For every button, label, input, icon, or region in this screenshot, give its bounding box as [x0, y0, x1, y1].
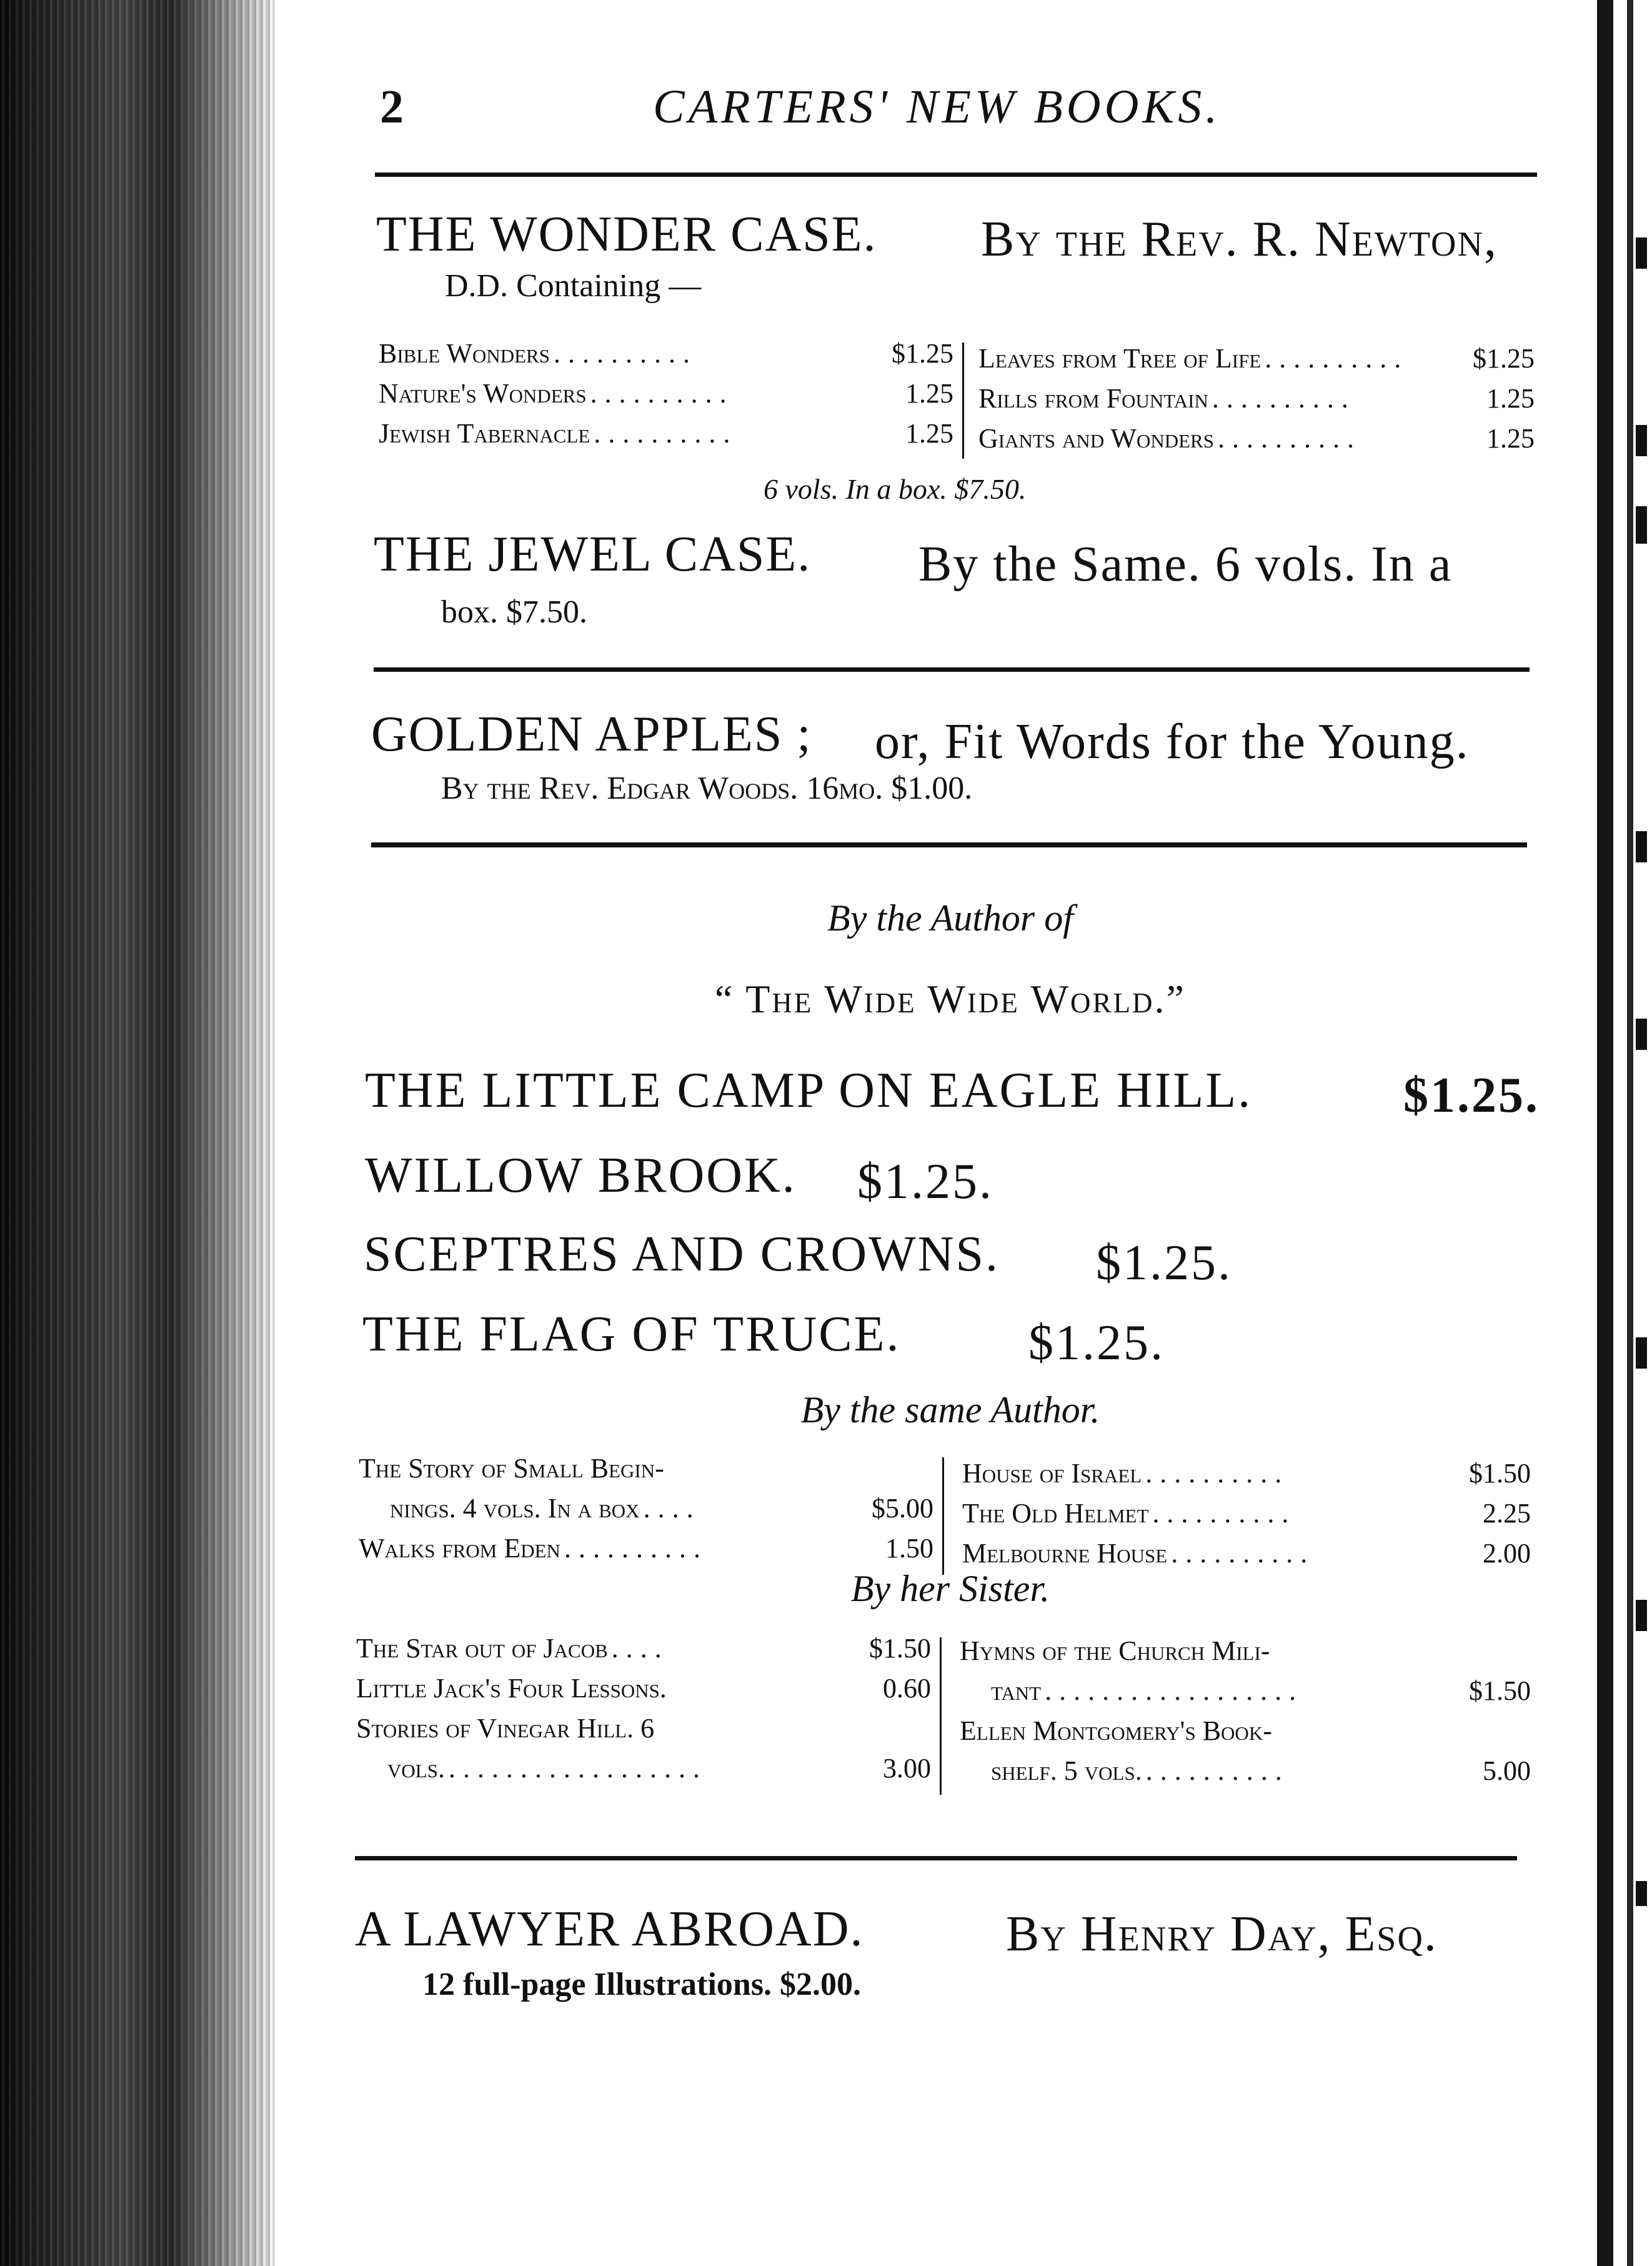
list-item: Giants and Wonders .......... 1.25	[978, 423, 1535, 454]
wonder-case-left-list	[379, 334, 953, 454]
running-head: CARTERS' NEW BOOKS.	[653, 81, 1222, 133]
wonder-case-containing: D.D. Containing —	[445, 268, 702, 304]
same-author-heading: By the same Author.	[800, 1389, 1100, 1430]
book-title: THE FLAG OF TRUCE.	[362, 1307, 901, 1362]
wonder-case-summary: 6 vols. In a box. $7.50.	[764, 473, 1027, 505]
sister-left-list	[356, 1629, 931, 1789]
by-author-heading: By the Author of	[827, 897, 1073, 939]
book-title: THE LITTLE CAMP ON EAGLE HILL.	[365, 1063, 1253, 1118]
list-item: Melbourne House .......... 2.00	[962, 1538, 1531, 1569]
same-author-left-list	[359, 1449, 933, 1569]
wonder-case-byline: By the Rev. R. Newton,	[981, 212, 1498, 267]
list-item: Hymns of the Church Mili-	[960, 1635, 1270, 1666]
wonder-case-right-list	[978, 339, 1535, 459]
wide-world-heading: “ The Wide Wide World.”	[715, 977, 1186, 1021]
book-price: $1.25.	[1028, 1315, 1165, 1370]
list-item: Leaves from Tree of Life .......... $1.25	[978, 343, 1535, 374]
list-item: The Story of Small Begin-	[359, 1453, 664, 1484]
list-item: vols. .................. 3.00	[387, 1753, 931, 1784]
book-price: $1.25.	[857, 1154, 993, 1209]
list-item: Nature's Wonders .......... 1.25	[379, 378, 953, 409]
list-item: Little Jack's Four Lessons. 0.60	[356, 1673, 931, 1704]
jewel-case-price: box. $7.50.	[441, 594, 587, 630]
sister-right-list	[960, 1631, 1531, 1791]
column-divider	[962, 342, 964, 459]
list-item: Ellen Montgomery's Book-	[960, 1715, 1272, 1746]
golden-apples-details: By the Rev. Edgar Woods. 16mo. $1.00.	[441, 771, 973, 806]
list-item: Bible Wonders .......... $1.25	[379, 338, 953, 369]
list-item: Rills from Fountain .......... 1.25	[978, 383, 1535, 414]
her-sister-heading: By her Sister.	[850, 1568, 1050, 1609]
list-item: House of Israel .......... $1.50	[962, 1458, 1531, 1489]
column-divider	[942, 1457, 944, 1575]
list-item: The Star out of Jacob .... $1.50	[356, 1633, 931, 1664]
section-rule	[371, 842, 1527, 847]
list-item: nings. 4 vols. In a box .... $5.00	[390, 1493, 933, 1524]
jewel-case-details: By the Same. 6 vols. In a	[918, 537, 1453, 592]
book-title: WILLOW BROOK.	[365, 1148, 797, 1203]
list-item: Stories of Vinegar Hill. 6	[356, 1713, 655, 1744]
list-item: tant .................. $1.50	[991, 1675, 1531, 1706]
book-price: $1.25.	[1403, 1068, 1540, 1123]
lawyer-abroad-byline: By Henry Day, Esq.	[1006, 1907, 1438, 1962]
section-rule	[355, 1856, 1517, 1860]
header-rule	[375, 172, 1537, 177]
lawyer-abroad-details: 12 full-page Illustrations. $2.00.	[422, 1967, 862, 2002]
lawyer-abroad-title: A LAWYER ABROAD.	[355, 1902, 864, 1957]
wonder-case-title: THE WONDER CASE.	[376, 207, 877, 262]
jewel-case-title: THE JEWEL CASE.	[374, 527, 812, 582]
book-price: $1.25.	[1096, 1235, 1232, 1290]
golden-apples-title: GOLDEN APPLES ;	[371, 707, 812, 762]
column-divider	[940, 1637, 942, 1795]
golden-apples-subtitle: or, Fit Words for the Young.	[875, 714, 1470, 769]
list-item: shelf. 5 vols. .......... 5.00	[991, 1755, 1531, 1786]
list-item: Walks from Eden .......... 1.50	[359, 1533, 933, 1564]
list-item: The Old Helmet .......... 2.25	[962, 1498, 1531, 1529]
same-author-right-list	[962, 1454, 1531, 1574]
book-title: SCEPTRES AND CROWNS.	[364, 1227, 1000, 1282]
section-rule	[374, 667, 1530, 672]
list-item: Jewish Tabernacle .......... 1.25	[379, 418, 953, 449]
page-number: 2	[380, 81, 407, 133]
